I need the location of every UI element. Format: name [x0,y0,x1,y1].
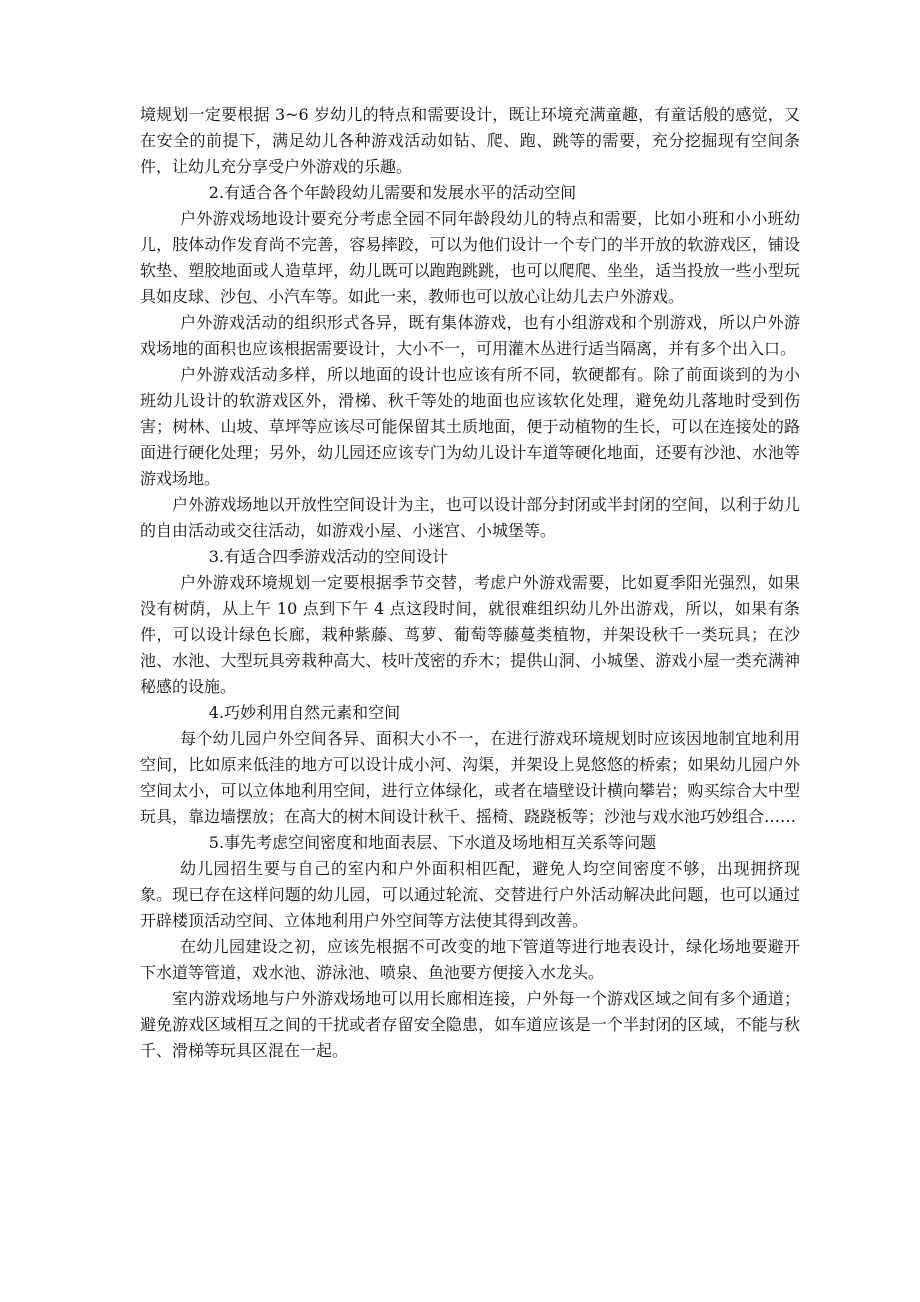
paragraph: 户外游戏场地以开放性空间设计为主，也可以设计部分封闭或半封闭的空间，以利于幼儿的自由活动或交往活动，如游戏小屋、小迷宫、小城堡等。 [140,495,800,540]
paragraph: 户外游戏活动的组织形式各异，既有集体游戏，也有小组游戏和个别游戏，所以户外游戏场地的面积也应该根据需要设计，大小不一，可用灌木丛进行适当隔离，并有多个出入口。 [140,313,800,358]
paragraph: 户外游戏场地设计要充分考虑全园不同年龄段幼儿的特点和需要，比如小班和小小班幼儿，肢体动作发育尚不完善，容易摔跤，可以为他们设计一个专门的半开放的软游戏区，铺设软垫、塑胶地面或人造草坪，幼儿既可以跑跑跳跳，也可以爬爬、坐坐，适当投放一些小型玩具如皮球、沙包、小汽车等。如此一来，教师也可以放心让幼儿去户外游戏。 [140,209,800,306]
section-heading-5: 5.事先考虑空间密度和地面表层、下水道及场地相互关系等问题 [208,833,657,852]
section-heading-4: 4.巧妙利用自然元素和空间 [208,703,401,722]
paragraph: 户外游戏活动多样，所以地面的设计也应该有所不同，软硬都有。除了前面谈到的为小班幼儿设计的软游戏区外，滑梯、秋千等处的地面也应该软化处理，避免幼儿落地时受到伤害；树林、山坡、草坪等应该尽可能保留其土质地面，便于动植物的生长，可以在连接处的路面进行硬化处理；另外，幼儿园还应该专门为幼儿设计车道等硬化地面，还要有沙池、水池等游戏场地。 [140,365,800,488]
section-heading-2: 2.有适合各个年龄段幼儿需要和发展水平的活动空间 [208,183,577,202]
paragraph: 在幼儿园建设之初，应该先根据不可改变的地下管道等进行地表设计，绿化场地要避开下水道等管道，戏水池、游泳池、喷泉、鱼池要方便接入水龙头。 [140,937,800,982]
section-heading-3: 3.有适合四季游戏活动的空间设计 [208,547,449,566]
paragraph-continuation: 境规划一定要根据 3~6 岁幼儿的特点和需要设计，既让环境充满童趣，有童话般的感觉，又在安全的前提下，满足幼儿各种游戏活动如钻、爬、跑、跳等的需要，充分挖掘现有空间条件，让幼儿充分享受户外游戏的乐趣。 [140,105,800,176]
paragraph: 户外游戏环境规划一定要根据季节交替，考虑户外游戏需要，比如夏季阳光强烈，如果没有树荫，从上午 10 点到下午 4 点这段时间，就很难组织幼儿外出游戏，所以，如果有条件，可以设计绿色长廊，栽种紫藤、茑萝、葡萄等藤蔓类植物，并架设秋千一类玩具；在沙池、水池、大型玩具旁栽种高大、枝叶茂密的乔木；提供山洞、小城堡、游戏小屋一类充满神秘感的设施。 [140,573,800,696]
paragraph: 室内游戏场地与户外游戏场地可以用长廊相连接，户外每一个游戏区域之间有多个通道；避免游戏区域相互之间的干扰或者存留安全隐患，如车道应该是一个半封闭的区域，不能与秋千、滑梯等玩具区混在一起。 [140,989,800,1060]
document-body [140,102,800,1064]
paragraph: 每个幼儿园户外空间各异、面积大小不一，在进行游戏环境规划时应该因地制宜地利用空间，比如原来低洼的地方可以设计成小河、沟渠，并架设上晃悠悠的桥索；如果幼儿园户外空间太小，可以立体地利用空间，进行立体绿化，或者在墙壁设计横向攀岩；购买综合大中型玩具，靠边墙摆放；在高大的树木间设计秋千、摇椅、跷跷板等；沙池与戏水池巧妙组合…… [140,729,800,826]
paragraph: 幼儿园招生要与自己的室内和户外面积相匹配，避免人均空间密度不够，出现拥挤现象。现已存在这样问题的幼儿园，可以通过轮流、交替进行户外活动解决此问题，也可以通过开辟楼顶活动空间、立体地利用户外空间等方法使其得到改善。 [140,859,800,930]
